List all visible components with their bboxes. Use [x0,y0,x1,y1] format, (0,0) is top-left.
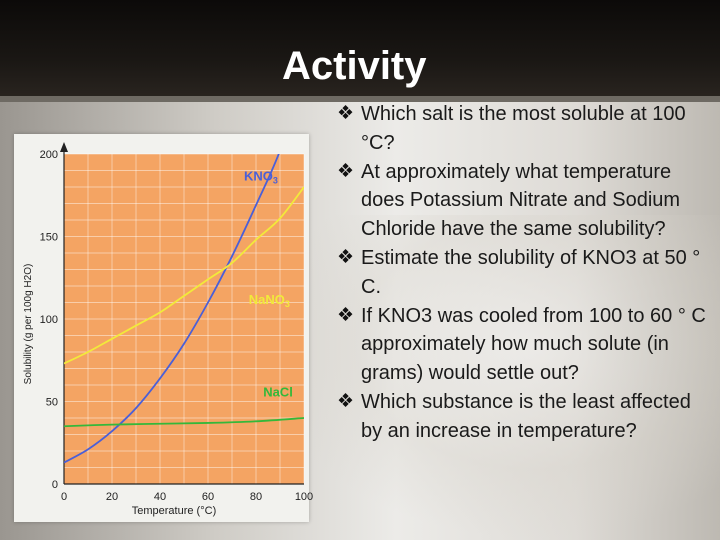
solubility-chart-panel [14,134,314,522]
diamond-bullet-icon: ❖ [337,103,355,124]
list-item: ❖ At approximately what temperature does Potassium Nitrate and Sodium Chloride have the same solubility? [335,158,715,244]
list-item: ❖ If KNO3 was cooled from 100 to 60 ° C approximately how much solute (in grams) would settle out? [335,302,715,388]
diamond-bullet-icon: ❖ [337,390,355,412]
y-tick-label: 150 [39,231,58,244]
series-label-nacl: NaCl [263,384,293,400]
diamond-bullet-icon: ❖ [337,246,355,268]
x-tick-label: 0 [60,491,68,503]
y-axis-label: Solubility (g per 100g H2O) [23,263,34,385]
list-item: ❖ Which substance is the least affected by an increase in temperature? [335,388,715,446]
diamond-bullet-icon: ❖ [337,160,355,182]
x-tick-label: 40 [153,491,167,503]
slide-title: Activity [282,44,427,88]
y-tick-label: 100 [39,314,58,326]
grid-lines [64,154,304,484]
diamond-bullet-icon: ❖ [337,304,355,326]
y-tick-label: 0 [51,479,58,491]
x-tick-label: 100 [294,491,314,503]
y-tick-label: 200 [39,149,58,161]
y-tick-label: 50 [45,396,58,409]
question-list [335,100,715,446]
y-axis-arrow [60,142,68,152]
series-label-kno3: $KNO_3$ [244,168,278,186]
x-tick-label: 80 [249,491,263,503]
series-label-nano3: NaNO$_3$ [248,292,290,310]
x-axis-label: Temperature (°C) [131,505,217,517]
list-item: ❖ Which salt is the most soluble at 100 °C? [335,100,715,158]
solubility-chart [14,134,314,522]
list-item: ❖ Estimate the solubility of KNO3 at 50 ° C. [335,244,715,302]
x-tick-label: 60 [201,491,215,503]
x-tick-label: 20 [105,491,119,503]
